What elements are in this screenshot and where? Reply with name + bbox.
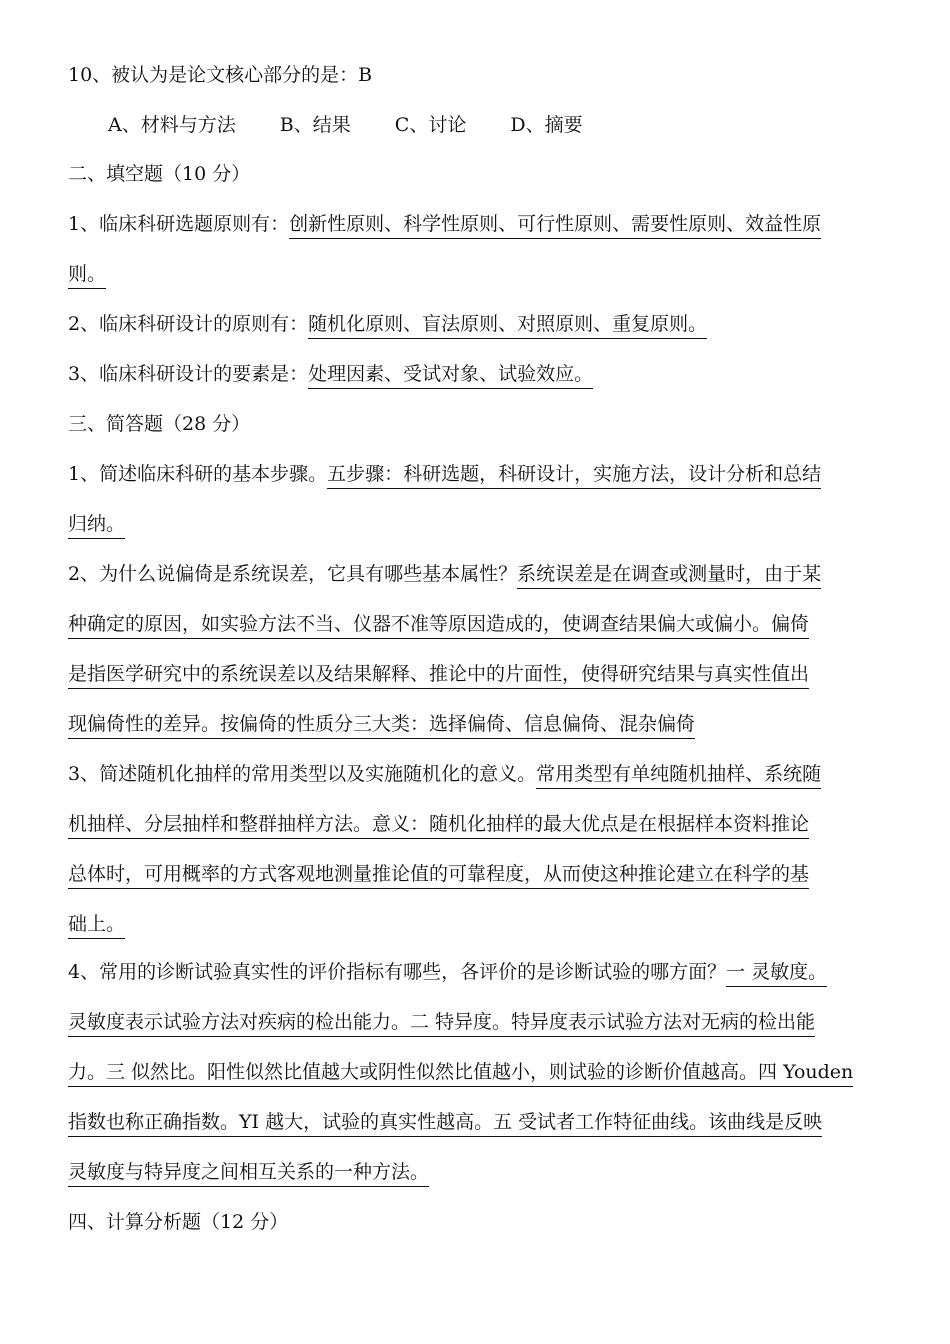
- section-4-heading: 四、计算分析题（12 分）: [68, 1211, 289, 1233]
- short-q2-line3: [68, 659, 809, 689]
- fill-item-1: [68, 209, 821, 239]
- short-q2-answer-3: 是指医学研究中的系统误差以及结果解释、推论中的片面性，使得研究结果与真实性值出: [68, 661, 809, 689]
- option-b: B、结果: [279, 114, 351, 136]
- section-3-heading: 三、简答题（28 分）: [68, 413, 251, 435]
- section-2-heading: 二、填空题（10 分）: [68, 163, 251, 185]
- short-q1-prompt: 1、简述临床科研的基本步骤。: [68, 463, 328, 485]
- short-q2-answer: 系统误差是在调查或测量时，由于某: [517, 561, 821, 589]
- short-q1-answer: 五步骤：科研选题，科研设计，实施方法，设计分析和总结: [327, 461, 821, 489]
- short-q2-prompt: 2、为什么说偏倚是系统误差，它具有哪些基本属性？: [68, 563, 518, 585]
- fill-item-2-prompt: 2、临床科研设计的原则有：: [68, 313, 309, 335]
- fill-item-1-answer: 创新性原则、科学性原则、可行性原则、需要性原则、效益性原: [289, 211, 821, 239]
- fill-item-3-answer: 处理因素、受试对象、试验效应。: [308, 361, 593, 389]
- fill-item-2-answer: 随机化原则、盲法原则、对照原则、重复原则。: [308, 311, 707, 339]
- short-q3: [68, 759, 821, 789]
- short-q3-answer-3: 总体时，可用概率的方式客观地测量推论值的可靠程度，从而使这种推论建立在科学的基: [68, 861, 809, 889]
- short-q4-prompt: 4、常用的诊断试验真实性的评价指标有哪些，各评价的是诊断试验的哪方面？: [68, 961, 727, 983]
- short-q4-line3: [68, 1057, 853, 1087]
- short-q3-answer: 常用类型有单纯随机抽样、系统随: [536, 761, 821, 789]
- short-q2-line2: [68, 609, 809, 639]
- short-q3-line4: [68, 909, 125, 939]
- option-a: A、材料与方法: [108, 114, 236, 136]
- short-q4-answer-3: 力。三 似然比。阳性似然比值越大或阴性似然比值越小，则试验的诊断价值越高。四 Youden: [68, 1059, 853, 1087]
- short-q1-answer-cont: 归纳。: [68, 511, 125, 539]
- fill-item-3-prompt: 3、临床科研设计的要素是：: [68, 363, 309, 385]
- short-q3-line3: [68, 859, 809, 889]
- question-10: 10、被认为是论文核心部分的是：B: [68, 64, 373, 86]
- short-q1: [68, 459, 821, 489]
- short-q4-answer-4: 指数也称正确指数。YI 越大，试验的真实性越高。五 受试者工作特征曲线。该曲线是反映: [68, 1109, 822, 1137]
- fill-item-1-prompt: 1、临床科研选题原则有：: [68, 213, 290, 235]
- short-q4-line5: [68, 1157, 429, 1187]
- fill-item-1-answer-cont: 则。: [68, 261, 106, 289]
- short-q3-line2: [68, 809, 809, 839]
- short-q2-answer-2: 种确定的原因，如实验方法不当、仪器不准等原因造成的，使调查结果偏大或偏小。偏倚: [68, 611, 809, 639]
- fill-item-3: [68, 359, 593, 389]
- fill-item-1-cont: [68, 259, 106, 289]
- short-q4-answer-2: 灵敏度表示试验方法对疾病的检出能力。二 特异度。特异度表示试验方法对无病的检出能: [68, 1009, 815, 1037]
- short-q3-prompt: 3、简述随机化抽样的常用类型以及实施随机化的意义。: [68, 763, 537, 785]
- short-q4-line2: [68, 1007, 815, 1037]
- fill-item-2: [68, 309, 707, 339]
- short-q4-answer-5: 灵敏度与特异度之间相互关系的一种方法。: [68, 1159, 429, 1187]
- short-q3-answer-2: 机抽样、分层抽样和整群抽样方法。意义：随机化抽样的最大优点是在根据样本资料推论: [68, 811, 809, 839]
- short-q3-answer-4: 础上。: [68, 911, 125, 939]
- short-q2-line4: [68, 709, 695, 739]
- question-10-options: [108, 110, 583, 140]
- short-q2-answer-4: 现偏倚性的差异。按偏倚的性质分三大类：选择偏倚、信息偏倚、混杂偏倚: [68, 711, 695, 739]
- option-d: D、摘要: [510, 114, 583, 136]
- short-q1-cont: [68, 509, 125, 539]
- short-q2: [68, 559, 821, 589]
- short-q4-line4: [68, 1107, 822, 1137]
- short-q4-answer: 一 灵敏度。: [726, 959, 827, 987]
- option-c: C、讨论: [394, 114, 467, 136]
- short-q4: [68, 957, 827, 987]
